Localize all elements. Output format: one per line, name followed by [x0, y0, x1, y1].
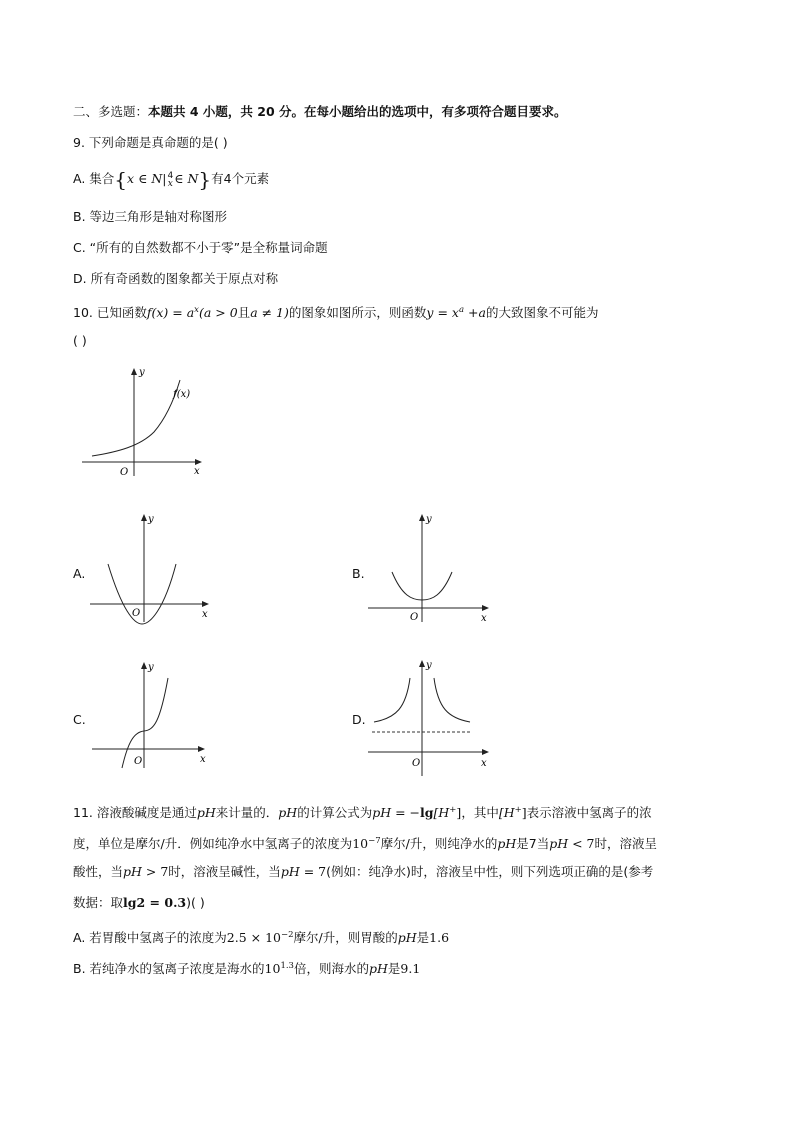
svg-text:y: y: [148, 662, 154, 673]
q9-option-b[interactable]: B. 等边三角形是轴对称图形: [73, 209, 228, 224]
right-branch-curve: [434, 678, 470, 722]
y-label: y: [139, 367, 145, 378]
q9-option-a[interactable]: A. 集合{x ∈ N|4 x∈ N}有4个元素: [73, 167, 270, 192]
y-axis-arrow: [131, 368, 137, 375]
q11-line-4: 数据：取lg2 = 0.3)( ): [73, 895, 205, 910]
q10-option-d-graph[interactable]: [366, 656, 496, 780]
exp-curve: [92, 380, 180, 456]
left-branch-curve: [374, 678, 410, 722]
svg-text:O: O: [412, 758, 421, 769]
q10-option-b-label[interactable]: B.: [352, 566, 365, 581]
svg-text:O: O: [134, 756, 143, 767]
svg-text:x: x: [481, 758, 487, 769]
q10-option-c-graph[interactable]: [88, 658, 218, 776]
q10-option-a-label[interactable]: A.: [73, 566, 86, 581]
function-label: f(x): [173, 389, 191, 400]
q9-option-c[interactable]: C. “所有的自然数都不小于零”是全称量词命题: [73, 240, 328, 255]
q9-option-d[interactable]: D. 所有奇函数的图象都关于原点对称: [73, 271, 279, 286]
svg-text:x: x: [481, 613, 487, 624]
q10-option-d-label[interactable]: D.: [352, 712, 366, 727]
svg-text:y: y: [148, 514, 154, 525]
x-label: x: [194, 466, 200, 477]
q10-option-c-label[interactable]: C.: [73, 712, 86, 727]
origin-label: O: [120, 467, 129, 478]
q11-line-1: 11. 溶液酸碱度是通过pH来计量的．pH的计算公式为pH = −lg[H+]，其中[H+]表示溶液中氢离子的浓: [73, 805, 652, 821]
parabola-curve: [108, 564, 176, 624]
q11-line-2: 度，单位是摩尔/升．例如纯净水中氢离子的浓度为$10^{-7}$摩尔/升，则纯净水的pH是7当pH < 7时，溶液呈: [73, 836, 658, 852]
svg-text:y: y: [426, 514, 432, 525]
q11-line-3: 酸性，当pH > 7时，溶液呈碱性，当pH = 7(例如：纯净水)时，溶液呈中性，则下列选项正确的是(参考: [73, 864, 654, 879]
x-axis-arrow: [195, 459, 202, 465]
q9-stem: 9. 下列命题是真命题的是( ): [73, 135, 228, 150]
svg-text:O: O: [132, 608, 141, 619]
svg-text:O: O: [410, 612, 419, 623]
cubic-curve: [122, 678, 168, 768]
q10-option-a-graph[interactable]: [88, 510, 218, 630]
q10-stem: 10. 已知函数$f(x) = a^x(a > 0$且a ≠ 1)的图象如图所示，则函数$y = x^a +a$的大致图象不可能为: [73, 305, 599, 321]
q10-main-graph: [78, 362, 208, 480]
svg-text:y: y: [426, 660, 432, 671]
svg-text:x: x: [200, 754, 206, 765]
svg-text:x: x: [202, 609, 208, 620]
q11-option-b[interactable]: B. 若纯净水的氢离子浓度是海水的$10^{1.3}$倍，则海水的pH是9.1: [73, 961, 421, 977]
q10-answer-paren: ( ): [73, 333, 87, 348]
q11-option-a[interactable]: A. 若胃酸中氢离子的浓度为$2.5 \times 10^{-2}$摩尔/升，则胃酸的pH是1.6: [73, 930, 450, 946]
section-heading: 二、多选题：本题共 4 小题，共 20 分。在每小题给出的选项中，有多项符合题目要求。: [73, 104, 567, 119]
q10-option-b-graph[interactable]: [366, 510, 496, 630]
fraction-4-over-x: 4 x: [167, 170, 174, 189]
